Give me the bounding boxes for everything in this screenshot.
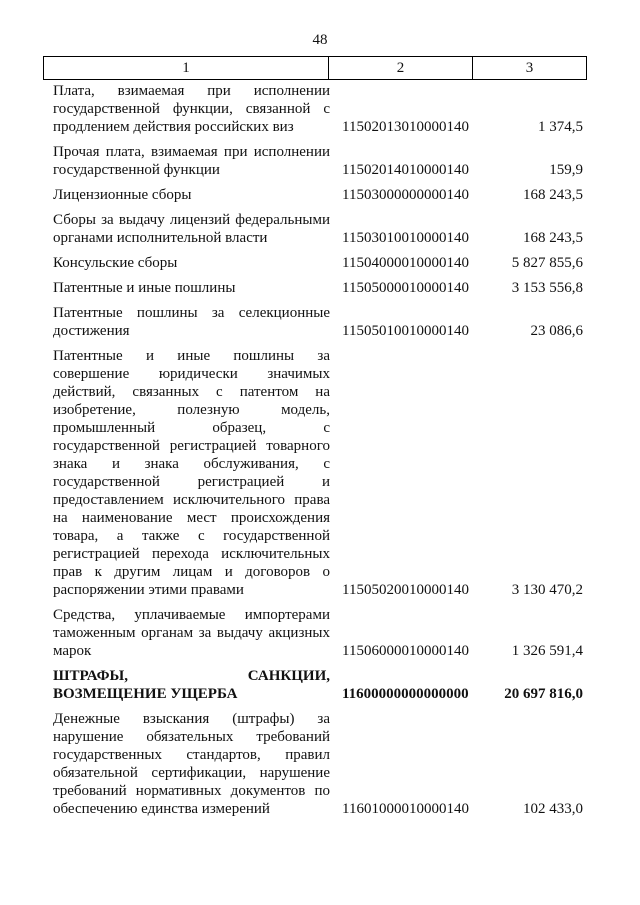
row-name: Патентные и иные пошлины за совершение юридически значимых действий, связанных с патентом на изобретение, полезную модель, промышленный образец, с государственной регистрацией товарного знака и знака обслуживания, с государственной регистрацией и предоставлением исключительного права на наименование мест происхождения товара, а также с государственной регистрацией перехода исключительных прав к другим лицам и договоров о распоряжении этими правами <box>53 348 330 598</box>
row-name: Патентные и иные пошлины <box>53 280 236 296</box>
row-name: Патентные пошлины за селекционные достижения <box>53 305 330 339</box>
table-row <box>53 186 583 204</box>
row-amount: 3 153 556,8 <box>511 280 583 296</box>
header-col-3: 3 <box>525 60 534 76</box>
row-code: 11502014010000140 <box>342 162 469 178</box>
row-name: ШТРАФЫ, САНКЦИИ, ВОЗМЕЩЕНИЕ УЩЕРБА <box>53 668 330 702</box>
row-code: 11503010010000140 <box>342 230 469 246</box>
table-row <box>53 82 583 136</box>
row-amount: 1 374,5 <box>538 119 583 135</box>
row-name: Плата, взимаемая при исполнении государственной функции, связанной с продлением действия российских виз <box>53 83 330 135</box>
row-name: Прочая плата, взимаемая при исполнении государственной функции <box>53 144 330 178</box>
table-row <box>53 347 583 599</box>
row-code: 11504000010000140 <box>342 255 469 271</box>
row-amount: 168 243,5 <box>523 230 583 246</box>
table-row <box>53 710 583 818</box>
row-amount: 159,9 <box>549 162 583 178</box>
row-code: 11505000010000140 <box>342 280 469 296</box>
row-code: 11505010010000140 <box>342 323 469 339</box>
table-row <box>53 304 583 340</box>
row-amount: 5 827 855,6 <box>511 255 583 271</box>
row-amount: 1 326 591,4 <box>511 643 583 659</box>
row-code: 11503000000000140 <box>342 187 469 203</box>
page-number: 48 <box>312 32 328 48</box>
row-name: Средства, уплачиваемые импортерами таможенным органам за выдачу акцизных марок <box>53 607 330 659</box>
table-body <box>53 82 583 825</box>
table-row <box>53 667 583 703</box>
header-col-1: 1 <box>44 57 329 79</box>
row-code: 11502013010000140 <box>342 119 469 135</box>
row-name: Консульские сборы <box>53 255 178 271</box>
table-row <box>53 143 583 179</box>
row-amount: 168 243,5 <box>523 187 583 203</box>
row-code: 11600000000000000 <box>342 686 469 702</box>
row-code: 11505020010000140 <box>342 582 469 598</box>
row-amount: 3 130 470,2 <box>511 582 583 598</box>
row-code: 11601000010000140 <box>342 801 469 817</box>
table-row <box>53 279 583 297</box>
row-amount: 20 697 816,0 <box>504 686 583 702</box>
row-code: 11506000010000140 <box>342 643 469 659</box>
table-row <box>53 606 583 660</box>
row-name: Лицензионные сборы <box>53 187 192 203</box>
row-name: Сборы за выдачу лицензий федеральными органами исполнительной власти <box>53 212 330 246</box>
header-col-2: 2 <box>329 57 473 79</box>
table-row <box>53 211 583 247</box>
row-amount: 102 433,0 <box>523 801 583 817</box>
row-name: Денежные взыскания (штрафы) за нарушение обязательных требований государственных стандартов, правил обязательной сертификации, нарушение требований нормативных документов по обеспечению единства измерений <box>53 711 330 817</box>
row-amount: 23 086,6 <box>530 323 583 339</box>
table-row <box>53 254 583 272</box>
table-header <box>43 56 587 80</box>
